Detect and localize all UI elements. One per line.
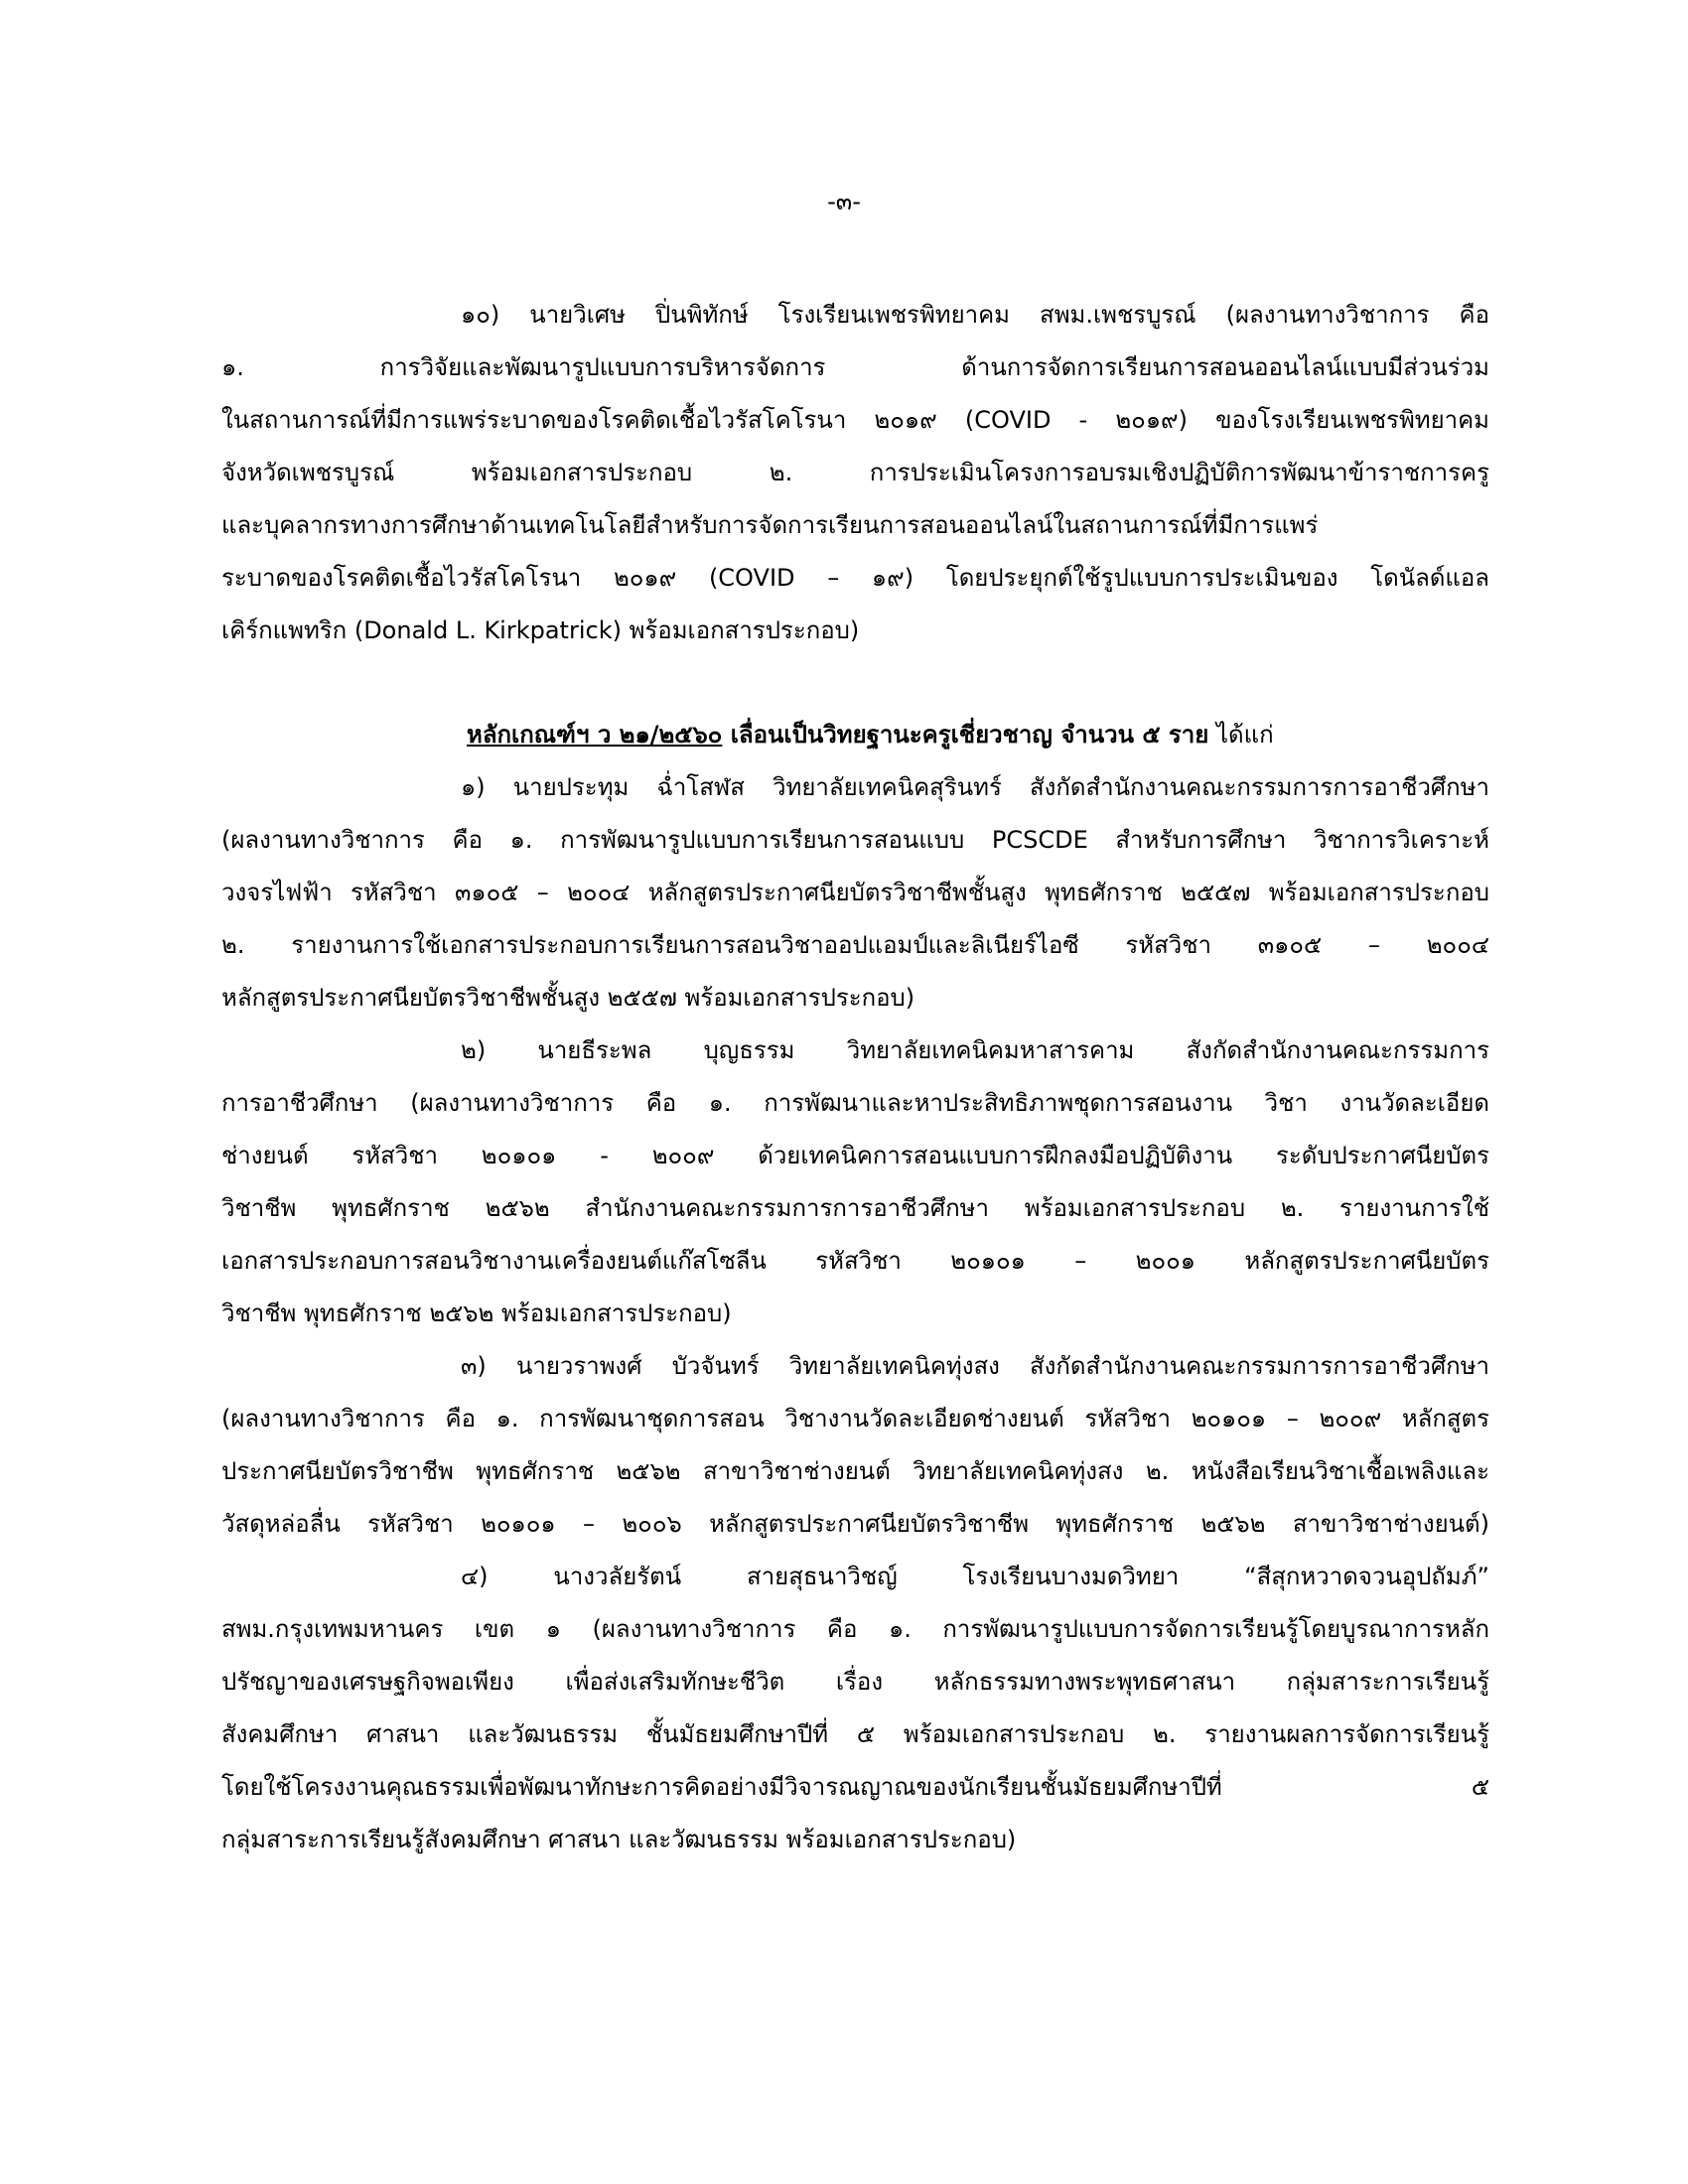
item4-line-2: สพม.กรุงเทพมหานคร เขต ๑ (ผลงานทางวิชาการ คือ ๑. การพัฒนารูปแบบการจัดการเรียนรู้โดยบูรณาการหลัก [221,1615,1489,1643]
item2-line-6: วิชาชีพ พุทธศักราช ๒๕๖๒ พร้อมเอกสารประกอบ) [221,1299,732,1327]
criteria-suffix: ได้แก่ [1208,721,1274,749]
item4-line-4: สังคมศึกษา ศาสนา และวัฒนธรรม ชั้นมัธยมศึกษาปีที่ ๕ พร้อมเอกสารประกอบ ๒. รายงานผลการจัดการเรียนรู้ [221,1720,1489,1748]
item1-line-2: (ผลงานทางวิชาการ คือ ๑. การพัฒนารูปแบบการเรียนการสอนแบบ PCSCDE สำหรับการศึกษา วิชาการวิเคราะห์ [221,826,1489,854]
criteria-ref: หลักเกณฑ์ฯ ว ๒๑/๒๕๖๐ [467,721,723,749]
item4-line-6: กลุ่มสาระการเรียนรู้สังคมศึกษา ศาสนา และวัฒนธรรม พร้อมเอกสารประกอบ) [221,1826,1017,1853]
item1-line-4: ๒. รายงานการใช้เอกสารประกอบการเรียนการสอนวิชาออปแอมป์และลิเนียร์ไอซี รหัสวิชา ๓๑๐๕ – ๒๐๐๔ [221,931,1490,959]
item10-line-7: เคิร์กแพทริก (Donald L. Kirkpatrick) พร้อมเอกสารประกอบ) [221,616,860,644]
item10-line-6: ระบาดของโรคติดเชื้อไวรัสโคโรนา ๒๐๑๙ (COVID – ๑๙) โดยประยุกต์ใช้รูปแบบการประเมินของ โดนัลด์แอล [221,564,1489,592]
item4-line-1: ๔) นางวลัยรัตน์ สายสุธนาวิชญ์ โรงเรียนบางมดวิทยา “สีสุกหวาดจวนอุปถัมภ์” [461,1563,1489,1590]
criteria-title: เลื่อนเป็นวิทยฐานะครูเชี่ยวชาญ จำนวน ๕ ราย [722,721,1209,749]
item10-line-2: ๑. การวิจัยและพัฒนารูปแบบการบริหารจัดการ ด้านการจัดการเรียนการสอนออนไลน์แบบมีส่วนร่วม [221,353,1489,381]
item3-line-3: ประกาศนียบัตรวิชาชีพ พุทธศักราช ๒๕๖๒ สาขาวิชาช่างยนต์ วิทยาลัยเทคนิคทุ่งสง ๒. หนังสือเรียนวิชาเชื้อเพลิงและ [221,1457,1489,1485]
item1-line-1: ๑) นายประทุม ฉ่ำโสฬส วิทยาลัยเทคนิคสุรินทร์ สังกัดสำนักงานคณะกรรมการการอาชีวศึกษา [461,773,1489,801]
item1-line-3: วงจรไฟฟ้า รหัสวิชา ๓๑๐๕ – ๒๐๐๔ หลักสูตรประกาศนียบัตรวิชาชีพชั้นสูง พุทธศักราช ๒๕๕๗ พร้อมเอกสารประกอบ [221,879,1489,906]
item1-line-5: หลักสูตรประกาศนียบัตรวิชาชีพชั้นสูง ๒๕๕๗ พร้อมเอกสารประกอบ) [221,984,915,1012]
item3-line-4: วัสดุหล่อลื่น รหัสวิชา ๒๐๑๐๑ – ๒๐๐๖ หลักสูตรประกาศนียบัตรวิชาชีพ พุทธศักราช ๒๕๖๒ สาขาวิชาช่างยนต์) [221,1510,1489,1538]
item3-line-1: ๓) นายวราพงศ์ บัวจันทร์ วิทยาลัยเทคนิคทุ่งสง สังกัดสำนักงานคณะกรรมการการอาชีวศึกษา [461,1352,1489,1380]
item2-line-4: วิชาชีพ พุทธศักราช ๒๕๖๒ สำนักงานคณะกรรมการการอาชีวศึกษา พร้อมเอกสารประกอบ ๒. รายงานการใช้ [221,1194,1489,1222]
item10-line-4: จังหวัดเพชรบูรณ์ พร้อมเอกสารประกอบ ๒. การประเมินโครงการอบรมเชิงปฏิบัติการพัฒนาข้าราชการครู [221,459,1489,486]
item2-line-2: การอาชีวศึกษา (ผลงานทางวิชาการ คือ ๑. การพัฒนาและหาประสิทธิภาพชุดการสอนงาน วิชา งานวัดละเอียด [221,1089,1489,1117]
item4-line-3: ปรัชญาของเศรษฐกิจพอเพียง เพื่อส่งเสริมทักษะชีวิต เรื่อง หลักธรรมทางพระพุทธศาสนา กลุ่มสาระการเรียนรู้ [221,1668,1489,1696]
item10-line-1: ๑๐) นายวิเศษ ปิ่นพิทักษ์ โรงเรียนเพชรพิทยาคม สพม.เพชรบูรณ์ (ผลงานทางวิชาการ คือ [461,301,1489,329]
criteria-heading [467,715,1489,754]
page-number: -๓- [827,188,861,215]
item2-line-3: ช่างยนต์ รหัสวิชา ๒๐๑๐๑ - ๒๐๐๙ ด้วยเทคนิคการสอนแบบการฝึกลงมือปฏิบัติงาน ระดับประกาศนียบัตร [221,1142,1489,1169]
item2-line-5: เอกสารประกอบการสอนวิชางานเครื่องยนต์แก๊สโซลีน รหัสวิชา ๒๐๑๐๑ – ๒๐๐๑ หลักสูตรประกาศนียบัตร [221,1247,1489,1275]
item3-line-2: (ผลงานทางวิชาการ คือ ๑. การพัฒนาชุดการสอน วิชางานวัดละเอียดช่างยนต์ รหัสวิชา ๒๐๑๐๑ – ๒๐๐๙ หลักสูตร [221,1405,1489,1433]
item10-line-3: ในสถานการณ์ที่มีการแพร่ระบาดของโรคติดเชื้อไวรัสโคโรนา ๒๐๑๙ (COVID - ๒๐๑๙) ของโรงเรียนเพชรพิทยาคม [221,406,1489,434]
item4-line-5: โดยใช้โครงงานคุณธรรมเพื่อพัฒนาทักษะการคิดอย่างมีวิจารณญาณของนักเรียนชั้นมัธยมศึกษาปีที่ ๕ [221,1773,1489,1801]
item2-line-1: ๒) นายธีระพล บุญธรรม วิทยาลัยเทคนิคมหาสารคาม สังกัดสำนักงานคณะกรรมการ [461,1036,1489,1064]
item10-line-5: และบุคลากรทางการศึกษาด้านเทคโนโลยีสำหรับการจัดการเรียนการสอนออนไลน์ในสถานการณ์ที่มีการแพร่ [221,511,1319,539]
